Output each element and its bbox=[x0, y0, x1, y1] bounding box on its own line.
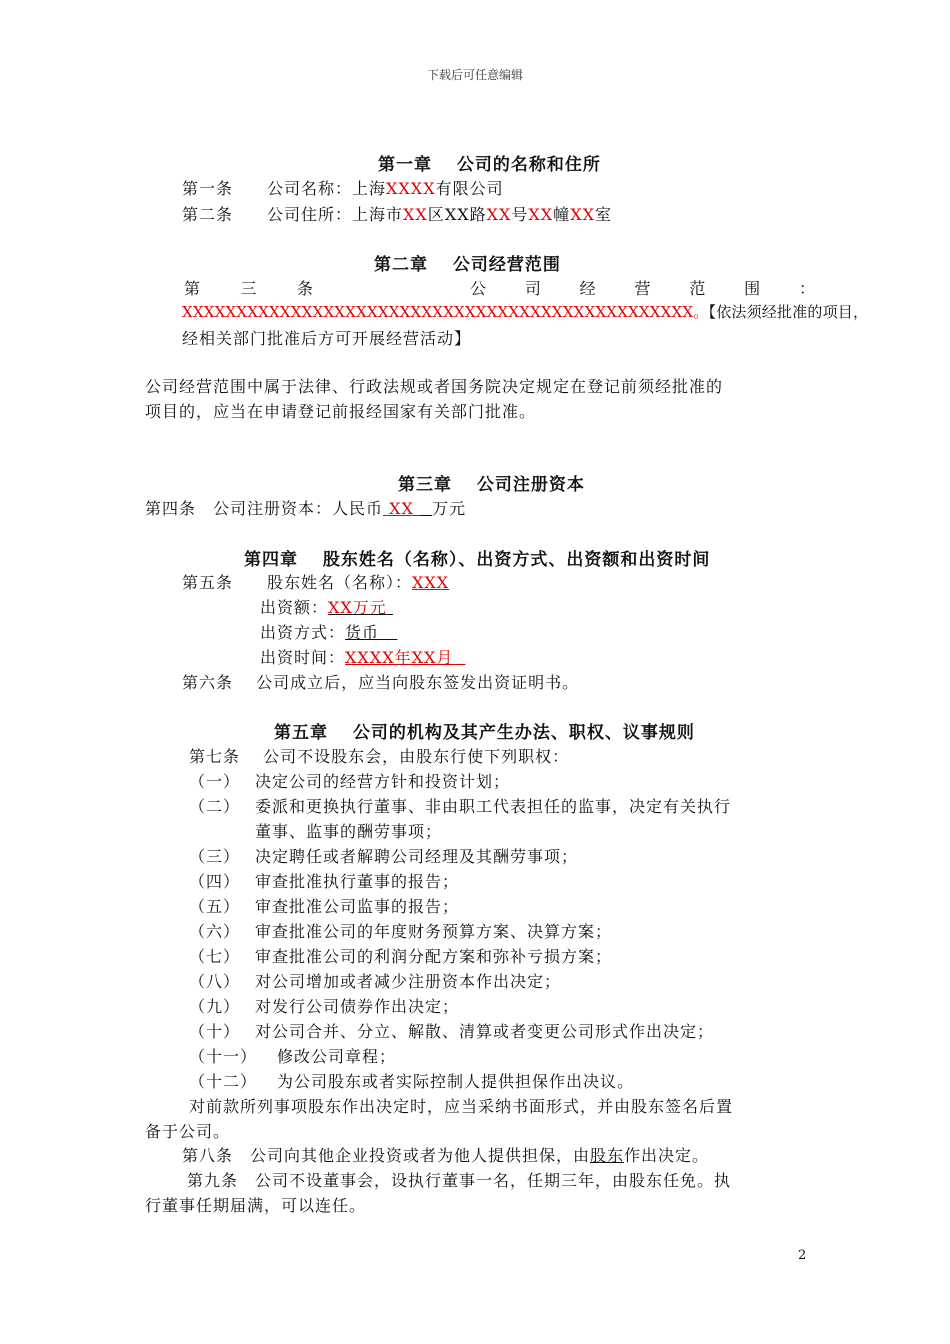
list-item-text: 决定聘任或者解聘公司经理及其酬劳事项； bbox=[255, 847, 579, 866]
list-item-text: 决定公司的经营方针和投资计划； bbox=[255, 772, 511, 791]
list-item-number: （十二） bbox=[189, 1072, 258, 1091]
capital-method-text: 货币 bbox=[345, 623, 380, 642]
chapter-5-title: 第五章 公司的机构及其产生办法、职权、议事规则 bbox=[274, 723, 695, 743]
article-8 bbox=[182, 1143, 709, 1166]
list-item-text: 为公司股东或者实际控制人提供担保作出决议。 bbox=[277, 1072, 635, 1091]
list-item bbox=[189, 769, 510, 792]
capital-amount-unit: 万元 bbox=[352, 598, 387, 617]
list-item-text: 委派和更换执行董事、非由职工代表担任的监事，决定有关执行 bbox=[255, 797, 732, 816]
article-8-pre: 第八条 公司向其他企业投资或者为他人提供担保，由 bbox=[182, 1146, 591, 1165]
capital-method-row bbox=[260, 620, 397, 643]
list-item-text: 审查批准执行董事的报告； bbox=[255, 872, 460, 891]
list-item-text: 审查批准公司的利润分配方案和弥补亏损方案； bbox=[255, 947, 613, 966]
building-unit: 幢 bbox=[553, 205, 571, 224]
article-9-line1: 第九条 公司不设董事会，设执行董事一名，任期三年，由股东任免。执 bbox=[187, 1171, 732, 1190]
page-header: 下载后可任意编辑 bbox=[426, 68, 523, 82]
list-item-number: （六） bbox=[189, 922, 241, 941]
capital-time-value bbox=[345, 648, 466, 667]
number-placeholder: XX bbox=[486, 205, 512, 224]
list-item-text: 对公司增加或者减少注册资本作出决定； bbox=[255, 972, 562, 991]
list-item bbox=[189, 919, 612, 942]
article-7: 第七条 公司不设股东会，由股东行使下列职权： bbox=[189, 747, 570, 766]
list-item-number: （四） bbox=[189, 872, 241, 891]
business-scope-placeholder: XXXXXXXXXXXXXXXXXXXXXXXXXXXXXXXXXXXXXXXXXXXXXXX。 bbox=[182, 303, 709, 321]
list-item-number: （九） bbox=[189, 997, 241, 1016]
registered-capital-placeholder: XX bbox=[383, 499, 420, 518]
scope-paragraph-line1: 公司经营范围中属于法律、行政法规或者国务院决定规定在登记前须经批准的 bbox=[145, 377, 724, 396]
capital-time-row bbox=[260, 645, 466, 668]
capital-month-unit: 月 bbox=[436, 648, 454, 667]
chapter-1-title: 第一章 公司的名称和住所 bbox=[378, 155, 601, 175]
district-unit: 区 bbox=[427, 205, 445, 224]
article-3-title bbox=[470, 276, 816, 299]
article-4-label: 第四条 公司注册资本：人民币 bbox=[145, 499, 384, 518]
road-unit: 路 bbox=[469, 205, 487, 224]
article-3-char: 第 bbox=[184, 279, 202, 298]
list-item-text: 对发行公司债券作出决定； bbox=[255, 997, 460, 1016]
article-3-note: 【依法须经批准的项目， bbox=[708, 303, 869, 321]
list-item bbox=[189, 794, 731, 817]
road-placeholder: XX bbox=[444, 205, 470, 224]
article-3-label bbox=[184, 276, 314, 299]
article-3-heading bbox=[184, 276, 816, 299]
district-placeholder: XX bbox=[403, 205, 428, 224]
list-item bbox=[189, 1044, 396, 1067]
article-3-line3: 经相关部门批准后方可开展经营活动】 bbox=[182, 329, 472, 348]
list-item-number: （一） bbox=[189, 772, 241, 791]
article-2 bbox=[182, 202, 612, 225]
article-3-char: 三 bbox=[240, 279, 258, 298]
chapter-3-title: 第三章 公司注册资本 bbox=[398, 475, 585, 495]
article-3-char: 公 bbox=[470, 279, 488, 298]
list-item bbox=[189, 844, 578, 867]
article-1 bbox=[182, 176, 504, 199]
capital-method-value bbox=[345, 623, 397, 642]
list-item-number: （三） bbox=[189, 847, 241, 866]
article-1-label: 第一条 公司名称：上海 bbox=[182, 179, 387, 198]
capital-year-placeholder: XXXX bbox=[345, 648, 395, 667]
article-6: 第六条 公司成立后，应当向股东签发出资证明书。 bbox=[182, 673, 580, 692]
list-item-number: （八） bbox=[189, 972, 241, 991]
room-placeholder: XX bbox=[570, 205, 595, 224]
article-3-char: 营 bbox=[634, 279, 652, 298]
list-item bbox=[189, 994, 459, 1017]
article-8-underlined: 股东 bbox=[590, 1146, 625, 1165]
article-8-post: 作出决定。 bbox=[624, 1146, 710, 1165]
room-unit: 室 bbox=[594, 205, 612, 224]
article-4-unit: 万元 bbox=[432, 499, 467, 518]
list-item bbox=[189, 894, 459, 917]
capital-underline bbox=[420, 499, 432, 518]
capital-method-label: 出资方式： bbox=[260, 623, 346, 642]
company-name-placeholder: XXXX bbox=[386, 179, 436, 198]
list-item-text: 对公司合并、分立、解散、清算或者变更公司形式作出决定； bbox=[255, 1022, 715, 1041]
capital-amount-value bbox=[328, 598, 393, 617]
list-item-text: 审查批准公司的年度财务预算方案、决算方案； bbox=[255, 922, 613, 941]
capital-year-unit: 年 bbox=[394, 648, 412, 667]
number-unit: 号 bbox=[511, 205, 529, 224]
list-item-number: （十一） bbox=[189, 1047, 258, 1066]
list-item-text: 审查批准公司监事的报告； bbox=[255, 897, 460, 916]
chapter-2-title: 第二章 公司经营范围 bbox=[374, 255, 561, 275]
chapter-4-title: 第四章 股东姓名（名称）、出资方式、出资额和出资时间 bbox=[244, 550, 711, 570]
list-item bbox=[189, 869, 459, 892]
list-item bbox=[189, 969, 561, 992]
article-3-char: 司 bbox=[524, 279, 542, 298]
shareholder-name-placeholder: XXX bbox=[412, 573, 450, 592]
list-item-number: （七） bbox=[189, 947, 241, 966]
page-number: 2 bbox=[798, 1248, 807, 1263]
article-5-label: 第五条 股东姓名（名称）： bbox=[182, 573, 413, 592]
list-item bbox=[189, 944, 612, 967]
article-1-tail: 有限公司 bbox=[435, 179, 504, 198]
article-9-line2: 行董事任期届满，可以连任。 bbox=[145, 1196, 367, 1215]
list-item-number: （五） bbox=[189, 897, 241, 916]
article-2-label: 第二条 公司住所：上海市 bbox=[182, 205, 404, 224]
article-3-char: ： bbox=[798, 279, 816, 298]
list-item-continuation: 董事、监事的酬劳事项； bbox=[255, 822, 443, 841]
list-item-number: （十） bbox=[189, 1022, 241, 1041]
building-placeholder: XX bbox=[528, 205, 554, 224]
capital-time-label: 出资时间： bbox=[260, 648, 346, 667]
list-item-text: 修改公司章程； bbox=[277, 1047, 397, 1066]
scope-paragraph-line2: 项目的，应当在申请登记前报经国家有关部门批准。 bbox=[145, 402, 537, 421]
article-3-scope bbox=[182, 301, 868, 322]
list-item bbox=[189, 1069, 634, 1092]
list-item-number: （二） bbox=[189, 797, 241, 816]
article-3-char: 经 bbox=[579, 279, 597, 298]
article-3-char: 条 bbox=[296, 279, 314, 298]
capital-amount-placeholder: XX bbox=[328, 598, 353, 617]
decision-paragraph-line1: 对前款所列事项股东作出决定时，应当采纳书面形式，并由股东签名后置 bbox=[189, 1097, 734, 1116]
capital-amount-label: 出资额： bbox=[260, 598, 329, 617]
list-item bbox=[189, 1019, 714, 1042]
decision-paragraph-line2: 备于公司。 bbox=[145, 1122, 231, 1141]
article-4 bbox=[145, 496, 466, 519]
article-3-char: 围 bbox=[744, 279, 762, 298]
capital-month-placeholder: XX bbox=[411, 648, 437, 667]
article-5 bbox=[182, 570, 449, 593]
article-3-char: 范 bbox=[689, 279, 707, 298]
capital-amount-row bbox=[260, 595, 393, 618]
